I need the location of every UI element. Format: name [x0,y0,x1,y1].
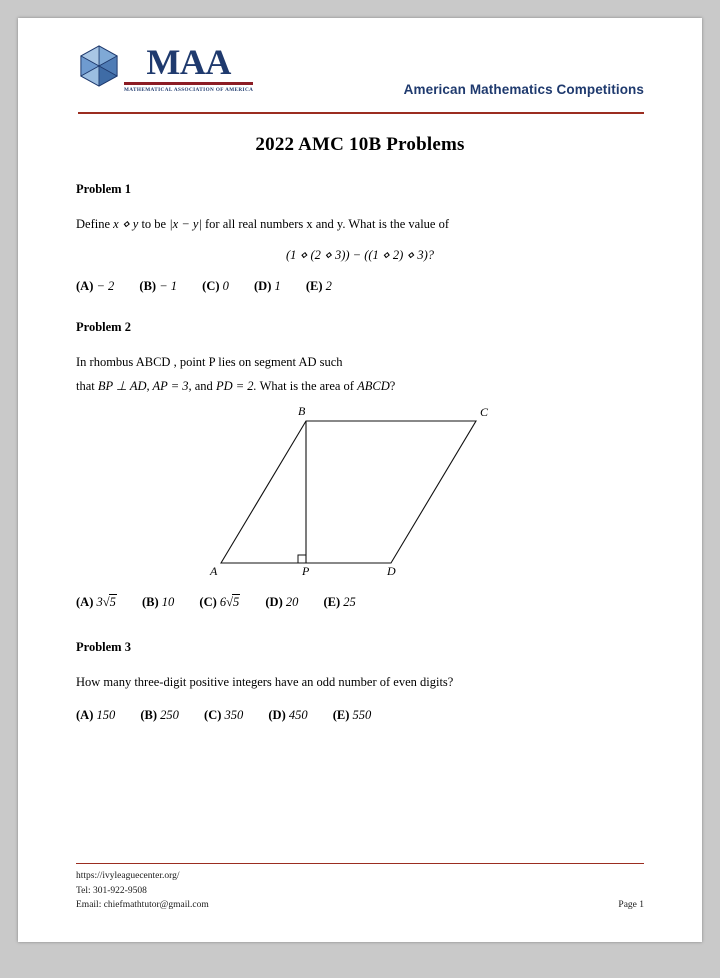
choice-d-label: (D) [254,279,272,294]
svg-text:C: C [480,405,489,420]
choice-e-value: 25 [343,595,356,610]
problem-1-text-prefix: Define [76,217,114,231]
choice-a-coefficient: 3 [96,595,103,610]
choice-e [333,708,372,722]
choice-d-value: 20 [285,595,299,610]
header-divider [78,112,644,114]
choice-c-value: 0 [222,279,229,294]
choice-d [268,708,307,722]
choice-a-label: (A) [76,707,94,722]
footer-phone: Tel: 301-922-9508 [76,885,147,896]
choice-b [142,595,174,609]
choice-b-label: (B) [139,279,157,294]
problem-2-body-line-1 [76,353,644,371]
footer-divider [76,863,644,865]
p2-l2-qm: ? [389,379,396,394]
problem-1-display-expression: (1 ⋄ (2 ⋄ 3)) − ((1 ⋄ 2) ⋄ 3)? [285,248,435,263]
choice-e-label: (E) [332,707,350,722]
problem-2-heading: Problem 2 [76,320,131,335]
problem-2-line1-text: In rhombus ABCD , point P lies on segment AD such [76,355,343,370]
choice-b-label: (B) [141,595,159,610]
choice-b-value: − 1 [159,279,178,294]
problem-3-body: How many three-digit positive integers have an odd number of even digits? [76,675,454,690]
footer-contact [76,869,644,912]
problem-1-choices [76,279,644,294]
p2-l2-and: and [191,379,216,394]
choice-c [204,708,243,722]
problem-1-heading: Problem 1 [76,182,131,196]
choice-b-value: 250 [160,707,179,722]
problem-1-operation: x ⋄ y [113,217,139,231]
page-footer [76,863,644,912]
choice-a-label: (A) [76,279,94,294]
problem-2-choices [76,594,644,610]
amc-title: American Mathematics Competitions [403,82,644,97]
choice-d [265,595,298,609]
svg-text:B: B [298,404,306,419]
choice-c-value: 6√5 [219,595,240,610]
choice-a [76,708,115,722]
choice-c [199,595,240,609]
choice-d-label: (D) [265,595,283,610]
document-page [18,18,702,942]
choice-a-value: 3√5 [96,595,116,610]
svg-text:D: D [387,564,396,579]
choice-c [202,279,229,293]
maa-logo [78,44,253,93]
page-number: Page 1 [618,899,644,910]
p2-l2-a: that [76,379,98,394]
footer-email[interactable]: Email: chiefmathtutor@gmail.com [76,899,209,910]
choice-a-value: − 2 [96,279,115,294]
choice-b [139,279,177,293]
choice-e-label: (E) [323,595,341,610]
problem-1-text-mid: to be [138,217,170,231]
svg-text:P: P [302,564,310,579]
problem-1-abs-expr: |x − y| [169,217,202,231]
page-header [76,40,644,112]
maa-icosahedron-icon [78,44,120,88]
choice-a [76,279,114,293]
choice-b [140,708,179,722]
choice-d-label: (D) [268,707,286,722]
choice-d-value: 450 [288,707,308,722]
choice-d-value: 1 [274,279,281,294]
choice-a-label: (A) [76,595,94,610]
footer-website[interactable]: https://ivyleaguecenter.org/ [76,871,180,882]
choice-e-value: 2 [325,279,332,294]
choice-d [254,279,281,293]
choice-e-label: (E) [305,279,323,294]
choice-a-radicand: 5 [109,595,116,610]
choice-c-label: (C) [199,595,217,610]
choice-c-label: (C) [202,279,220,294]
p2-l2-abcd: ABCD [357,379,390,394]
problem-2-body-line-2 [76,377,644,395]
p2-l2-pd: PD = 2. [215,379,257,394]
choice-c-coefficient: 6 [219,595,227,610]
choice-e [324,595,356,609]
maa-acronym: MAA [146,42,231,82]
page-title: 2022 AMC 10B Problems [255,134,465,155]
choice-c-label: (C) [204,707,222,722]
svg-text:A: A [210,564,218,579]
maa-wordmark [124,44,253,93]
maa-underline [124,82,253,85]
problem-3-heading: Problem 3 [76,640,131,655]
choice-e [306,279,332,293]
p2-l2-q: What is the area of [256,379,358,394]
p2-l2-cond: BP ⊥ AD, AP = 3, [97,379,192,394]
choice-a-value: 150 [96,707,116,722]
choice-e-value: 550 [352,707,372,722]
choice-c-value: 350 [224,707,244,722]
choice-a [76,595,117,609]
maa-full-name: MATHEMATICAL ASSOCIATION OF AMERICA [124,87,254,93]
rhombus-figure [76,403,644,578]
choice-b-label: (B) [140,707,158,722]
choice-c-radicand: 5 [233,595,240,610]
problem-1-text-suffix: for all real numbers x and y. What is the value of [201,217,450,231]
choice-b-value: 10 [161,595,175,610]
problem-3-choices [76,708,644,723]
problem-1-body [76,215,644,233]
